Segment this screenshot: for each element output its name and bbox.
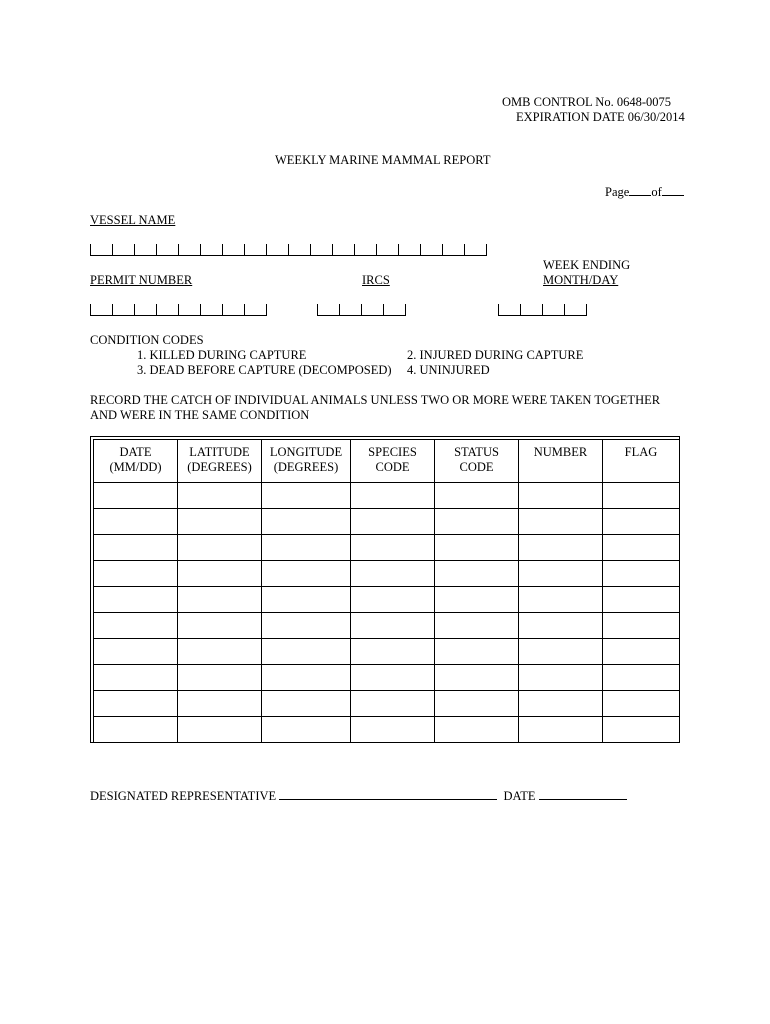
ircs-box[interactable] — [318, 304, 340, 316]
table-row — [94, 509, 680, 535]
vessel-name-box[interactable] — [443, 244, 465, 256]
table-cell[interactable] — [178, 587, 262, 613]
table-cell[interactable] — [603, 665, 680, 691]
table-cell[interactable] — [351, 561, 435, 587]
table-cell[interactable] — [435, 587, 519, 613]
table-row — [94, 587, 680, 613]
table-cell[interactable] — [94, 665, 178, 691]
week-ending-label-1: WEEK ENDING — [543, 258, 631, 272]
condition-code-1: 1. KILLED DURING CAPTURE — [137, 348, 307, 362]
vessel-name-box[interactable] — [289, 244, 311, 256]
table-cell[interactable] — [351, 483, 435, 509]
table-cell[interactable] — [94, 691, 178, 717]
table-cell[interactable] — [178, 535, 262, 561]
vessel-name-box[interactable] — [201, 244, 223, 256]
table-cell[interactable] — [351, 535, 435, 561]
table-cell[interactable] — [603, 509, 680, 535]
table-cell[interactable] — [519, 483, 603, 509]
condition-code-4: 4. UNINJURED — [407, 363, 490, 377]
column-header-status-code: STATUS CODE — [435, 440, 519, 483]
table-cell[interactable] — [519, 509, 603, 535]
table-cell[interactable] — [94, 613, 178, 639]
ircs-box[interactable] — [362, 304, 384, 316]
column-header-number: NUMBER — [519, 440, 603, 483]
table-row — [94, 613, 680, 639]
condition-code-2: 2. INJURED DURING CAPTURE — [407, 348, 584, 362]
vessel-name-box[interactable] — [421, 244, 443, 256]
table-cell[interactable] — [351, 639, 435, 665]
table-cell[interactable] — [519, 561, 603, 587]
table-row — [94, 561, 680, 587]
table-cell[interactable] — [262, 613, 351, 639]
table-cell[interactable] — [603, 717, 680, 743]
table-row — [94, 717, 680, 743]
table-cell[interactable] — [351, 717, 435, 743]
table-cell[interactable] — [262, 535, 351, 561]
table-cell[interactable] — [435, 665, 519, 691]
table-cell[interactable] — [519, 613, 603, 639]
designated-representative-field[interactable] — [279, 799, 497, 800]
ircs-box[interactable] — [340, 304, 362, 316]
vessel-name-label: VESSEL NAME — [90, 213, 176, 227]
week-ending-box[interactable] — [565, 304, 587, 316]
table-cell[interactable] — [435, 483, 519, 509]
table-header-row — [94, 440, 680, 483]
permit-number-boxes[interactable] — [90, 304, 267, 316]
table-cell[interactable] — [94, 639, 178, 665]
permit-number-box[interactable] — [157, 304, 179, 316]
vessel-name-box[interactable] — [377, 244, 399, 256]
week-ending-label-2: MONTH/DAY — [543, 273, 619, 287]
page-of-label: of — [651, 185, 662, 199]
table-cell[interactable] — [519, 665, 603, 691]
vessel-name-box[interactable] — [245, 244, 267, 256]
vessel-name-box[interactable] — [179, 244, 201, 256]
omb-control-number: OMB CONTROL No. 0648-0075 — [502, 95, 671, 109]
table-cell[interactable] — [178, 717, 262, 743]
table-cell[interactable] — [178, 691, 262, 717]
week-ending-box[interactable] — [521, 304, 543, 316]
vessel-name-box[interactable] — [91, 244, 113, 256]
week-ending-box[interactable] — [499, 304, 521, 316]
table-cell[interactable] — [435, 535, 519, 561]
table-cell[interactable] — [94, 483, 178, 509]
table-cell[interactable] — [435, 717, 519, 743]
table-cell[interactable] — [435, 509, 519, 535]
table-cell[interactable] — [178, 639, 262, 665]
page-total-field[interactable] — [662, 195, 684, 196]
table-cell[interactable] — [262, 665, 351, 691]
table-cell[interactable] — [435, 613, 519, 639]
permit-number-box[interactable] — [91, 304, 113, 316]
table-cell[interactable] — [351, 509, 435, 535]
table-cell[interactable] — [351, 691, 435, 717]
table-cell[interactable] — [178, 483, 262, 509]
table-cell[interactable] — [603, 535, 680, 561]
vessel-name-box[interactable] — [311, 244, 333, 256]
catch-table — [90, 436, 680, 743]
ircs-boxes[interactable] — [317, 304, 406, 316]
table-cell[interactable] — [603, 587, 680, 613]
column-header-flag: FLAG — [603, 440, 680, 483]
permit-number-box[interactable] — [113, 304, 135, 316]
table-cell[interactable] — [262, 561, 351, 587]
vessel-name-box[interactable] — [465, 244, 487, 256]
table-cell[interactable] — [262, 639, 351, 665]
page-counter — [605, 185, 684, 200]
table-cell[interactable] — [178, 665, 262, 691]
vessel-name-box[interactable] — [157, 244, 179, 256]
table-row — [94, 483, 680, 509]
table-cell[interactable] — [178, 561, 262, 587]
vessel-name-box[interactable] — [267, 244, 289, 256]
table-cell[interactable] — [262, 483, 351, 509]
table-cell[interactable] — [178, 613, 262, 639]
table-cell[interactable] — [435, 691, 519, 717]
vessel-name-box[interactable] — [113, 244, 135, 256]
permit-number-box[interactable] — [245, 304, 267, 316]
table-cell[interactable] — [435, 639, 519, 665]
vessel-name-box[interactable] — [135, 244, 157, 256]
table-cell[interactable] — [603, 613, 680, 639]
signature-line — [90, 789, 627, 804]
week-ending-box[interactable] — [543, 304, 565, 316]
column-header-species-code: SPECIES CODE — [351, 440, 435, 483]
permit-number-label: PERMIT NUMBER — [90, 273, 193, 287]
table-cell[interactable] — [519, 535, 603, 561]
table-row — [94, 535, 680, 561]
table-cell[interactable] — [262, 509, 351, 535]
ircs-box[interactable] — [384, 304, 406, 316]
table-cell[interactable] — [94, 561, 178, 587]
vessel-name-box[interactable] — [223, 244, 245, 256]
permit-number-box[interactable] — [223, 304, 245, 316]
vessel-name-boxes[interactable] — [90, 244, 487, 256]
permit-number-box[interactable] — [179, 304, 201, 316]
table-row — [94, 665, 680, 691]
column-header-latitude: LATITUDE (DEGREES) — [178, 440, 262, 483]
table-cell[interactable] — [178, 509, 262, 535]
table-cell[interactable] — [519, 691, 603, 717]
table-cell[interactable] — [435, 561, 519, 587]
table-cell[interactable] — [94, 509, 178, 535]
vessel-name-box[interactable] — [399, 244, 421, 256]
table-cell[interactable] — [519, 717, 603, 743]
table-cell[interactable] — [94, 717, 178, 743]
table-cell[interactable] — [519, 639, 603, 665]
table-row — [94, 691, 680, 717]
permit-number-box[interactable] — [135, 304, 157, 316]
table-cell[interactable] — [94, 587, 178, 613]
table-cell[interactable] — [262, 691, 351, 717]
week-ending-boxes[interactable] — [498, 304, 587, 316]
table-cell[interactable] — [351, 587, 435, 613]
table-cell[interactable] — [94, 535, 178, 561]
vessel-name-box[interactable] — [333, 244, 355, 256]
instructions-line-1: RECORD THE CATCH OF INDIVIDUAL ANIMALS UNLESS TWO OR MORE WERE TAKEN TOGETHER — [90, 393, 661, 407]
column-header-longitude: LONGITUDE (DEGREES) — [262, 440, 351, 483]
designated-representative-label: DESIGNATED REPRESENTATIVE — [90, 789, 277, 803]
table-row — [94, 639, 680, 665]
table-cell[interactable] — [351, 613, 435, 639]
table-cell[interactable] — [603, 639, 680, 665]
permit-number-box[interactable] — [201, 304, 223, 316]
page-title: WEEKLY MARINE MAMMAL REPORT — [275, 153, 491, 167]
ircs-label: IRCS — [362, 273, 390, 287]
table-cell[interactable] — [603, 483, 680, 509]
vessel-name-box[interactable] — [355, 244, 377, 256]
expiration-date: EXPIRATION DATE 06/30/2014 — [516, 110, 685, 124]
table-cell[interactable] — [603, 691, 680, 717]
table-cell[interactable] — [262, 717, 351, 743]
table-cell[interactable] — [262, 587, 351, 613]
table-cell[interactable] — [519, 587, 603, 613]
table-cell[interactable] — [603, 561, 680, 587]
page-number-field[interactable] — [629, 195, 651, 196]
column-header-date: DATE (MM/DD) — [94, 440, 178, 483]
date-label: DATE — [503, 789, 536, 803]
instructions-line-2: AND WERE IN THE SAME CONDITION — [90, 408, 310, 422]
table-cell[interactable] — [351, 665, 435, 691]
date-field[interactable] — [539, 799, 627, 800]
condition-code-3: 3. DEAD BEFORE CAPTURE (DECOMPOSED) — [137, 363, 392, 377]
page-label: Page — [605, 185, 630, 199]
condition-codes-heading: CONDITION CODES — [90, 333, 204, 347]
